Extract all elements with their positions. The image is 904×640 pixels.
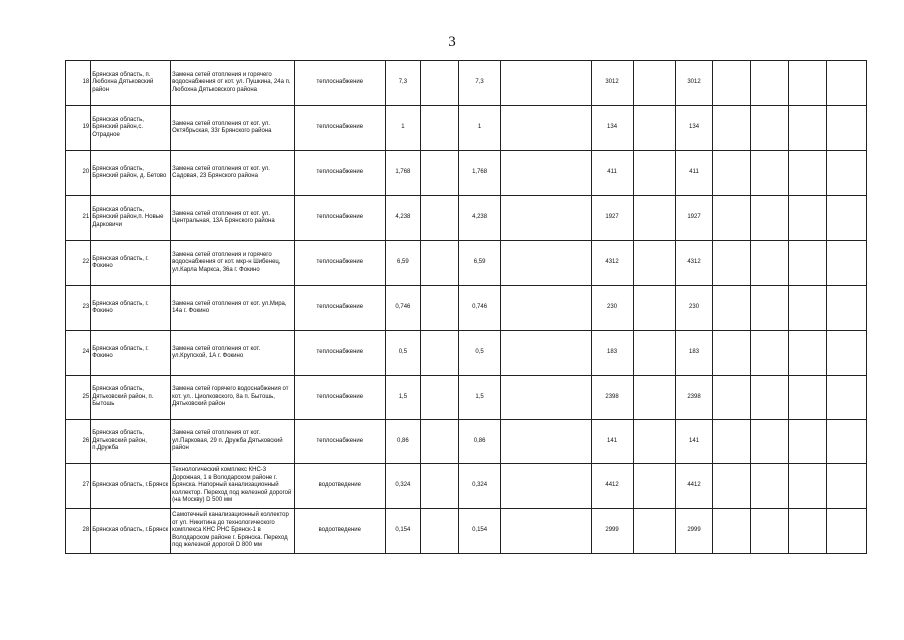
cost-cell-2: 2398	[675, 376, 713, 420]
row-number: 21	[66, 196, 91, 241]
cost-cell-2: 141	[675, 420, 713, 464]
empty-cell	[713, 151, 751, 196]
empty-cell	[713, 464, 751, 509]
table-row	[66, 420, 867, 464]
location-cell: Брянская область, Брянский район,с. Отрадное	[91, 106, 171, 151]
row-number: 23	[66, 286, 91, 331]
description-cell: Самотечный канализационный коллектор от ул. Никитина до технологического комплекса КНС РНС Брянск-1 в Володарском районе г. Брянска. Переход под железной дорогой D 800 мм	[171, 509, 295, 554]
cost-cell-2: 1927	[675, 196, 713, 241]
row-number: 19	[66, 106, 91, 151]
empty-cell	[789, 61, 827, 106]
cost-cell-1: 183	[591, 331, 633, 376]
length-cell-1: 4,238	[385, 196, 421, 241]
empty-cell	[713, 286, 751, 331]
location-cell: Брянская область, Дятьковский район, п. Бытошь	[91, 376, 171, 420]
type-cell: теплоснабжение	[295, 61, 385, 106]
empty-cell	[713, 61, 751, 106]
cost-cell-1: 4312	[591, 241, 633, 286]
empty-cell	[789, 331, 827, 376]
length-cell-2: 6,59	[459, 241, 501, 286]
empty-cell	[501, 196, 591, 241]
empty-cell	[789, 151, 827, 196]
row-number: 22	[66, 241, 91, 286]
location-cell: Брянская область, Брянский район,п. Новые Дарковичи	[91, 196, 171, 241]
length-cell-2: 1,5	[459, 376, 501, 420]
type-cell: водоотведение	[295, 509, 385, 554]
empty-cell	[751, 286, 789, 331]
empty-cell	[421, 241, 459, 286]
empty-cell	[789, 106, 827, 151]
location-cell: Брянская область, Дятьковский район, п.Дружба	[91, 420, 171, 464]
length-cell-1: 0,5	[385, 331, 421, 376]
cost-cell-1: 230	[591, 286, 633, 331]
cost-cell-2: 3012	[675, 61, 713, 106]
length-cell-1: 1,768	[385, 151, 421, 196]
type-cell: теплоснабжение	[295, 196, 385, 241]
row-number: 20	[66, 151, 91, 196]
cost-cell-1: 134	[591, 106, 633, 151]
empty-cell	[633, 196, 675, 241]
table-row	[66, 376, 867, 420]
description-cell: Замена сетей отопления от кот. ул.Парковая, 29 п. Дружба Дятьковский район	[171, 420, 295, 464]
length-cell-2: 1,768	[459, 151, 501, 196]
location-cell: Брянская область, г. Фокино	[91, 286, 171, 331]
page-number: 3	[448, 34, 456, 50]
empty-cell	[713, 241, 751, 286]
type-cell: теплоснабжение	[295, 106, 385, 151]
type-cell: теплоснабжение	[295, 331, 385, 376]
cost-cell-2: 183	[675, 331, 713, 376]
cost-cell-1: 2398	[591, 376, 633, 420]
empty-cell	[633, 331, 675, 376]
empty-cell	[501, 61, 591, 106]
description-cell: Замена сетей отопления от кот. ул.Крупской, 1А г. Фокино	[171, 331, 295, 376]
empty-cell	[421, 286, 459, 331]
empty-cell	[501, 331, 591, 376]
location-cell: Брянская область, г. Фокино	[91, 241, 171, 286]
empty-cell	[751, 420, 789, 464]
empty-cell	[789, 376, 827, 420]
empty-cell	[789, 196, 827, 241]
type-cell: теплоснабжение	[295, 376, 385, 420]
empty-cell	[826, 241, 866, 286]
empty-cell	[751, 151, 789, 196]
description-cell: Замена сетей отопления от кот. ул. Октябрьская, 33г Брянского района	[171, 106, 295, 151]
empty-cell	[713, 331, 751, 376]
cost-cell-1: 3012	[591, 61, 633, 106]
location-cell: Брянская область, г. Фокино	[91, 331, 171, 376]
empty-cell	[826, 331, 866, 376]
location-cell: Брянская область, г.Брянск	[91, 464, 171, 509]
cost-cell-2: 411	[675, 151, 713, 196]
empty-cell	[713, 196, 751, 241]
empty-cell	[501, 464, 591, 509]
length-cell-2: 7,3	[459, 61, 501, 106]
empty-cell	[633, 61, 675, 106]
description-cell: Замена сетей отопления и горячего водоснабжения от кот. ул. Пушкина, 24а п. Любохна Дятьковского района	[171, 61, 295, 106]
table-row	[66, 464, 867, 509]
length-cell-1: 0,746	[385, 286, 421, 331]
empty-cell	[633, 241, 675, 286]
cost-cell-1: 141	[591, 420, 633, 464]
row-number: 25	[66, 376, 91, 420]
length-cell-1: 6,59	[385, 241, 421, 286]
length-cell-1: 0,324	[385, 464, 421, 509]
empty-cell	[633, 286, 675, 331]
empty-cell	[633, 464, 675, 509]
empty-cell	[789, 509, 827, 554]
description-cell: Замена сетей горячего водоснабжения от кот. ул.. Циолковского, 8а п. Бытошь, Дятьковский район	[171, 376, 295, 420]
empty-cell	[501, 376, 591, 420]
length-cell-1: 1,5	[385, 376, 421, 420]
empty-cell	[826, 196, 866, 241]
type-cell: теплоснабжение	[295, 286, 385, 331]
empty-cell	[633, 509, 675, 554]
empty-cell	[751, 196, 789, 241]
empty-cell	[633, 106, 675, 151]
empty-cell	[633, 151, 675, 196]
empty-cell	[713, 509, 751, 554]
type-cell: теплоснабжение	[295, 241, 385, 286]
length-cell-1: 0,154	[385, 509, 421, 554]
table-row	[66, 151, 867, 196]
length-cell-2: 0,154	[459, 509, 501, 554]
type-cell: теплоснабжение	[295, 151, 385, 196]
empty-cell	[751, 376, 789, 420]
length-cell-2: 0,324	[459, 464, 501, 509]
location-cell: Брянская область, п. Любохна Дятьковский район	[91, 61, 171, 106]
empty-cell	[501, 420, 591, 464]
type-cell: водоотведение	[295, 464, 385, 509]
empty-cell	[421, 196, 459, 241]
length-cell-1: 7,3	[385, 61, 421, 106]
cost-cell-2: 2999	[675, 509, 713, 554]
empty-cell	[826, 376, 866, 420]
empty-cell	[751, 464, 789, 509]
empty-cell	[421, 509, 459, 554]
table-row	[66, 61, 867, 106]
empty-cell	[501, 286, 591, 331]
empty-cell	[501, 106, 591, 151]
type-cell: теплоснабжение	[295, 420, 385, 464]
cost-cell-2: 134	[675, 106, 713, 151]
row-number: 26	[66, 420, 91, 464]
empty-cell	[421, 464, 459, 509]
empty-cell	[826, 106, 866, 151]
empty-cell	[789, 464, 827, 509]
empty-cell	[421, 151, 459, 196]
description-cell: Замена сетей отопления и горячего водоснабжения от кот. мкр-н Шибенец, ул.Карла Маркса, 36а г. Фокино	[171, 241, 295, 286]
empty-cell	[713, 106, 751, 151]
table-row	[66, 241, 867, 286]
data-table	[65, 60, 867, 554]
length-cell-1: 0,86	[385, 420, 421, 464]
table-row	[66, 196, 867, 241]
empty-cell	[789, 241, 827, 286]
empty-cell	[751, 331, 789, 376]
empty-cell	[826, 464, 866, 509]
cost-cell-2: 4412	[675, 464, 713, 509]
cost-cell-1: 4412	[591, 464, 633, 509]
empty-cell	[501, 241, 591, 286]
length-cell-2: 1	[459, 106, 501, 151]
empty-cell	[826, 420, 866, 464]
empty-cell	[501, 151, 591, 196]
row-number: 28	[66, 509, 91, 554]
cost-cell-1: 1927	[591, 196, 633, 241]
length-cell-1: 1	[385, 106, 421, 151]
empty-cell	[826, 151, 866, 196]
description-cell: Замена сетей отопления от кот. ул. Садовая, 23 Брянского района	[171, 151, 295, 196]
table-row	[66, 331, 867, 376]
length-cell-2: 0,5	[459, 331, 501, 376]
table-row	[66, 106, 867, 151]
description-cell: Технологический комплекс КНС-3 Дорожная, 1 в Володарском районе г. Брянска. Напорный канализационный коллектор. Переход под железной дорогой (на Москву) D 500 мм	[171, 464, 295, 509]
cost-cell-2: 230	[675, 286, 713, 331]
empty-cell	[826, 61, 866, 106]
empty-cell	[713, 420, 751, 464]
cost-cell-1: 411	[591, 151, 633, 196]
description-cell: Замена сетей отопления от кот. ул. Центральная, 13А Брянского района	[171, 196, 295, 241]
empty-cell	[633, 420, 675, 464]
empty-cell	[633, 376, 675, 420]
location-cell: Брянская область, г.Брянск	[91, 509, 171, 554]
empty-cell	[751, 61, 789, 106]
table-row	[66, 286, 867, 331]
empty-cell	[751, 106, 789, 151]
table-row	[66, 509, 867, 554]
empty-cell	[713, 376, 751, 420]
cost-cell-2: 4312	[675, 241, 713, 286]
empty-cell	[826, 286, 866, 331]
length-cell-2: 0,86	[459, 420, 501, 464]
empty-cell	[421, 376, 459, 420]
empty-cell	[789, 286, 827, 331]
empty-cell	[421, 61, 459, 106]
empty-cell	[751, 241, 789, 286]
length-cell-2: 0,746	[459, 286, 501, 331]
row-number: 24	[66, 331, 91, 376]
description-cell: Замена сетей отопления от кот. ул.Мира, 14а г. Фокино	[171, 286, 295, 331]
empty-cell	[421, 106, 459, 151]
row-number: 18	[66, 61, 91, 106]
length-cell-2: 4,238	[459, 196, 501, 241]
empty-cell	[751, 509, 789, 554]
empty-cell	[826, 509, 866, 554]
row-number: 27	[66, 464, 91, 509]
empty-cell	[789, 420, 827, 464]
location-cell: Брянская область, Брянский район, д. Бетово	[91, 151, 171, 196]
empty-cell	[501, 509, 591, 554]
empty-cell	[421, 420, 459, 464]
empty-cell	[421, 331, 459, 376]
cost-cell-1: 2999	[591, 509, 633, 554]
